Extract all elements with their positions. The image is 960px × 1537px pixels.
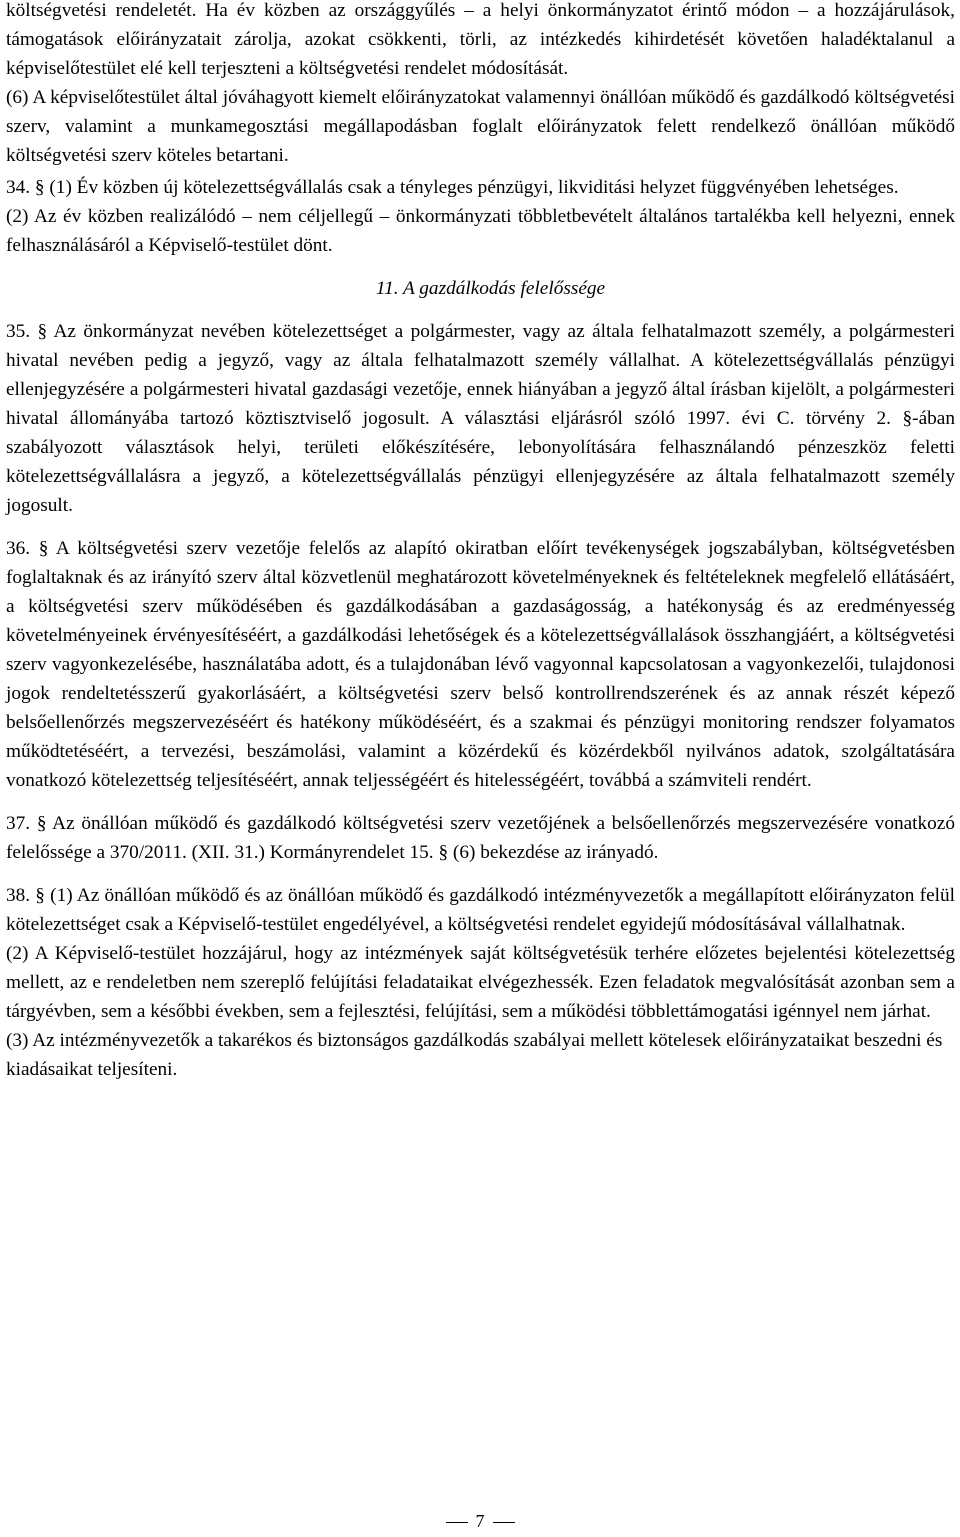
paragraph-34-2: (2) Az év közben realizálódó – nem céljellegű – önkormányzati többletbevételt általános tartalékba kell helyezni, ennek felhasználásáról a Képviselő-testület dönt. [6, 206, 955, 256]
page-number: 7 [475, 1511, 485, 1531]
section-heading: 11. A gazdálkodás felelőssége [375, 278, 606, 299]
paragraph-37: 37. § Az önállóan működő és gazdálkodó költségvetési szerv vezetőjének a belsőellenőrzés megszervezésére vonatkozó felelőssége a 370/2011. (XII. 31.) Kormányrendelet 15. § (6) bekezdése az irányadó. [6, 813, 955, 863]
paragraph-38-3: (3) Az intézményvezetők a takarékos és biztonságos gazdálkodás szabályai mellett kötelesek előirányzataikat beszedni és kiadásaikat teljesíteni. [6, 1030, 943, 1080]
paragraph-33-6: (6) A képviselőtestület által jóváhagyott kiemelt előirányzatokat valamennyi önállóan működő és gazdálkodó költségvetési szerv, valamint a munkamegosztási megállapodásban foglalt előirányzatok felett rendelkező önállóan működő költségvetési szerv köteles betartani. [6, 87, 955, 166]
paragraph-34-1: 34. § (1) Év közben új kötelezettségvállalás csak a tényleges pénzügyi, likviditási helyzet függvényében lehetséges. [6, 177, 899, 198]
footer-dash-right [493, 1522, 515, 1523]
paragraph-38-1: 38. § (1) Az önállóan működő és az önállóan működő és gazdálkodó intézményvezetők a megállapított előirányzaton felül kötelezettséget csak a Képviselő-testület engedélyével, a költségvetési rendelet egyidejű módosításával vállalhatnak. [6, 885, 955, 935]
paragraph-35: 35. § Az önkormányzat nevében kötelezettséget a polgármester, vagy az általa felhatalmazott személy, a polgármesteri hivatal nevében pedig a jegyző, vagy az általa felhatalmazott személy vállalhat. A kötelezettségvállalás pénzügyi ellenjegyzésére a polgármesteri hivatal gazdasági vezetője, ennek hiányában a jegyző által írásban kijelölt, a polgármesteri hivatal állományába tartozó köztisztviselő jogosult. A választási eljárásról szóló 1997. évi C. törvény 2. §-ában szabályozott választások helyi, területi előkészítésére, lebonyolítására felhasználandó pénzeszköz feletti kötelezettségvállalásra a jegyző, a kötelezettségvállalás pénzügyi ellenjegyzésére az általa felhatalmazott személy jogosult. [6, 321, 955, 516]
document-page [6, 0, 955, 1084]
paragraph-continuation: költségvetési rendeletét. Ha év közben az országgyűlés – a helyi önkormányzatot érintő módon – a hozzájárulások, támogatások előirányzatait zárolja, azokat csökkenti, törli, az intézkedés kihirdetését követően haladéktalanul a képviselőtestület elé kell terjeszteni a költségvetési rendelet módosítását. [6, 0, 955, 79]
paragraph-36: 36. § A költségvetési szerv vezetője felelős az alapító okiratban előírt tevékenységek jogszabályban, költségvetésben foglaltaknak és az irányító szerv által közvetlenül meghatározott követelményeknek és feltételeknek megfelelő ellátásáért, a költségvetési szerv működésében és gazdálkodásában a gazdaságosság, a hatékonyság és az eredményesség követelményeinek érvényesítéséért, a gazdálkodási lehetőségek és a kötelezettségvállalások összhangjáért, a költségvetési szerv vagyonkezelésébe, használatába adott, és a tulajdonában lévő vagyonnal kapcsolatosan a vagyonkezelői, tulajdonosi jogok rendeltetésszerű gyakorlásáért, a költségvetési szerv belső kontrollrendszerének és az annak részét képező belsőellenőrzés megszervezéséért és hatékony működéséért, és a szakmai és pénzügyi monitoring rendszer folyamatos működtetéséért, a tervezési, beszámolási, valamint a közérdekű és közérdekből nyilvános adatok, szolgáltatására vonatkozó kötelezettség teljesítéséért, annak teljességéért és hitelességéért, továbbá a számviteli rendért. [6, 538, 955, 791]
footer-dash-left [446, 1522, 468, 1523]
page-footer [0, 1509, 960, 1533]
paragraph-38-2: (2) A Képviselő-testület hozzájárul, hogy az intézmények saját költségvetésük terhére előzetes bejelentési kötelezettség mellett, az e rendeletben nem szereplő felújítási feladataikat elvégezhessék. Ezen feladatok megvalósítását azonban sem a tárgyévben, sem a későbbi években, sem a fejlesztési, felújítási, sem a működési többlettámogatási igénnyel nem járhat. [6, 943, 955, 1022]
